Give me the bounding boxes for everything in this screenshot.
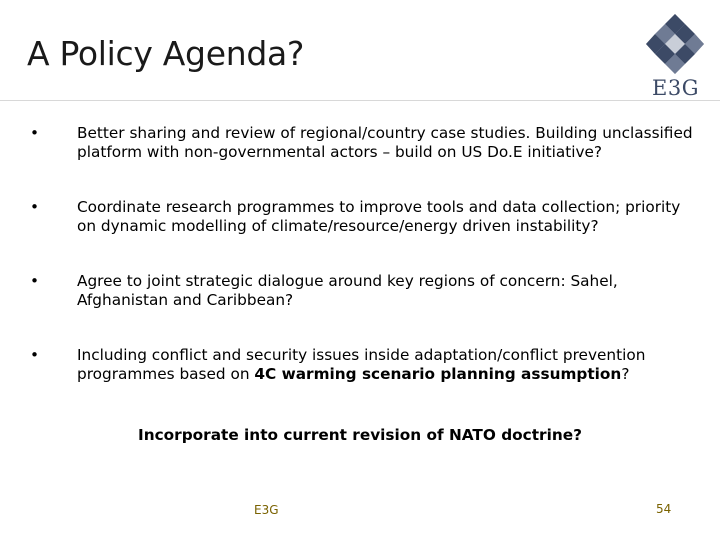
bullet-text: Better sharing and review of regional/country case studies. Building unclassified platform with non-governmental actors – build on US Do.E initiative? — [77, 124, 693, 161]
title-divider — [0, 100, 720, 101]
page-number: 54 — [656, 502, 672, 516]
bullet-text — [77, 346, 645, 383]
bullet-item — [30, 124, 700, 162]
slide-title: A Policy Agenda? — [27, 34, 305, 73]
bullet-item — [30, 198, 700, 236]
bullet-marker: • — [30, 272, 40, 290]
bullet-text-tail: ? — [621, 365, 630, 383]
bullet-text-emphasis: 4C warming scenario planning assumption — [254, 365, 622, 383]
bullet-text-lead: Including conflict and security issues inside adaptation/conflict prevention programmes based on — [77, 346, 646, 383]
bullet-text: Agree to joint strategic dialogue around key regions of concern: Sahel, Afghanistan and Caribbean? — [77, 272, 618, 309]
bullet-item — [30, 346, 700, 384]
footer-label: E3G — [254, 503, 279, 517]
bullet-marker: • — [30, 346, 40, 364]
bullet-marker: • — [30, 124, 40, 142]
bullet-list — [30, 124, 700, 384]
conclusion-statement: Incorporate into current revision of NATO doctrine? — [138, 426, 582, 444]
logo-wordmark: E3G — [652, 76, 699, 100]
bullet-text: Coordinate research programmes to improve tools and data collection; priority on dynamic modelling of climate/resource/energy driven instability? — [77, 198, 681, 235]
bullet-marker: • — [30, 198, 40, 216]
bullet-item — [30, 272, 700, 310]
logo-diamond-icon — [642, 12, 708, 76]
